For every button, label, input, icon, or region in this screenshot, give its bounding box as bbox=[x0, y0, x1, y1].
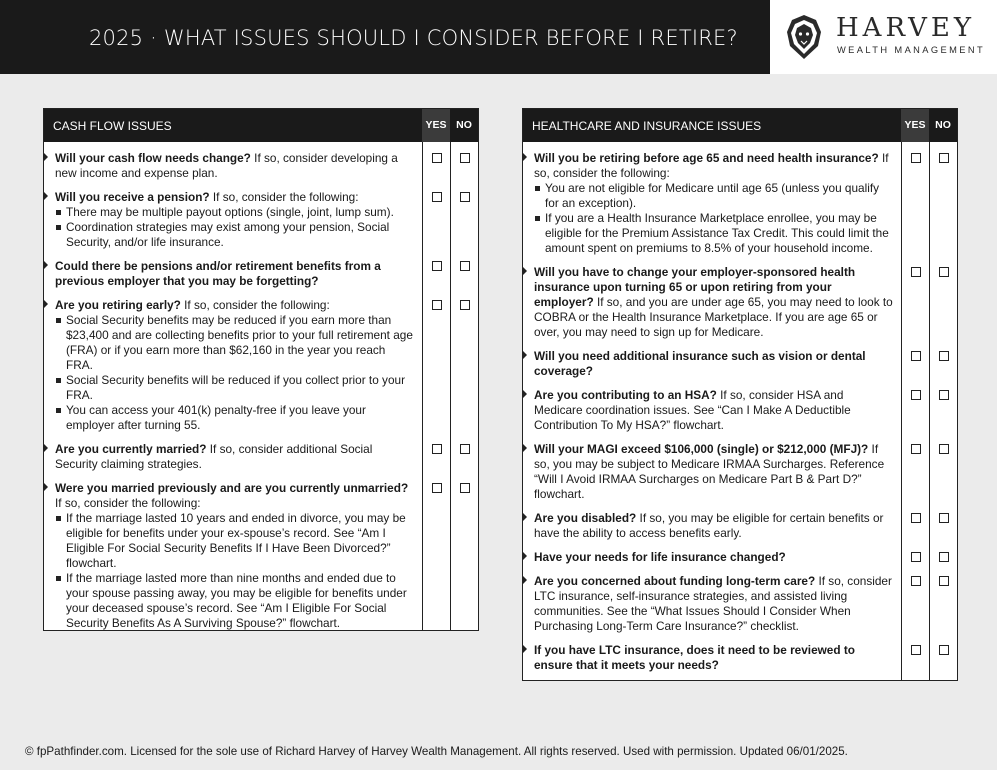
checklist-item bbox=[44, 250, 422, 289]
question-detail: If so, consider the following: bbox=[534, 151, 889, 180]
question-detail: If so, and you are under age 65, you may need to look to COBRA or the Health Insurance Marketplace. If you are age 65 or over, you may need to sign up for Medicare. bbox=[534, 295, 893, 339]
question-text bbox=[534, 265, 893, 340]
question-bold: Will you need additional insurance such as vision or dental coverage? bbox=[534, 349, 866, 378]
question-bold: Will your MAGI exceed $106,000 (single) or $212,000 (MFJ)? bbox=[534, 442, 869, 456]
no-checkbox[interactable] bbox=[939, 513, 949, 523]
bullet-item: If you are a Health Insurance Marketplace enrollee, you may be eligible for the Premium Assistance Tax Credit. This could limit the amount spent on premiums to 8.5% of your household income. bbox=[534, 211, 893, 256]
checklist-item bbox=[523, 256, 901, 340]
checklist-item bbox=[523, 634, 901, 673]
question-detail: If so, consider developing a new income and expense plan. bbox=[55, 151, 398, 180]
yes-checkbox[interactable] bbox=[911, 513, 921, 523]
question-detail: If so, you may be eligible for certain benefits or have the ability to access benefits early. bbox=[534, 511, 884, 540]
question-bold: Were you married previously and are you currently unmarried? bbox=[55, 481, 409, 495]
healthcare-panel bbox=[522, 108, 958, 681]
question-text bbox=[534, 388, 893, 433]
column-divider bbox=[422, 142, 423, 630]
question-text bbox=[55, 259, 414, 289]
bullet-item: There may be multiple payout options (single, joint, lump sum). bbox=[55, 205, 414, 220]
cash-flow-panel bbox=[43, 108, 479, 631]
checklist-item bbox=[44, 433, 422, 472]
page-title: 2025 · WHAT ISSUES SHOULD I CONSIDER BEFORE I RETIRE? bbox=[89, 26, 738, 50]
column-divider bbox=[929, 142, 930, 680]
no-checkbox[interactable] bbox=[939, 645, 949, 655]
question-detail: If so, consider additional Social Security claiming strategies. bbox=[55, 442, 373, 471]
panel-header bbox=[523, 109, 957, 142]
no-checkbox[interactable] bbox=[939, 153, 949, 163]
no-checkbox[interactable] bbox=[460, 153, 470, 163]
bullet-list bbox=[55, 511, 414, 631]
column-divider bbox=[450, 142, 451, 630]
no-checkbox[interactable] bbox=[939, 444, 949, 454]
yes-checkbox[interactable] bbox=[911, 267, 921, 277]
question-text bbox=[534, 574, 893, 634]
bullet-list bbox=[534, 181, 893, 256]
question-text bbox=[55, 481, 414, 511]
question-bold: Could there be pensions and/or retirement benefits from a previous employer that you may be forgetting? bbox=[55, 259, 381, 288]
question-text bbox=[534, 442, 893, 502]
question-bold: If you have LTC insurance, does it need to be reviewed to ensure that it meets your needs? bbox=[534, 643, 855, 672]
question-bold: Will your cash flow needs change? bbox=[55, 151, 251, 165]
yes-checkbox[interactable] bbox=[911, 576, 921, 586]
checklist-item bbox=[523, 541, 901, 565]
no-checkbox[interactable] bbox=[460, 261, 470, 271]
lion-logo-icon bbox=[786, 14, 822, 60]
checklist-item bbox=[44, 472, 422, 631]
yes-checkbox[interactable] bbox=[432, 261, 442, 271]
logo bbox=[770, 0, 997, 74]
question-text bbox=[534, 550, 893, 565]
column-header-no: NO bbox=[930, 109, 956, 142]
question-bold: Have your needs for life insurance changed? bbox=[534, 550, 786, 564]
column-divider bbox=[901, 142, 902, 680]
question-text bbox=[534, 511, 893, 541]
panel-title: CASH FLOW ISSUES bbox=[53, 119, 172, 133]
question-text bbox=[55, 190, 414, 205]
question-detail: If so, consider the following: bbox=[180, 298, 330, 312]
question-bold: Are you retiring early? bbox=[55, 298, 181, 312]
question-bold: Are you disabled? bbox=[534, 511, 637, 525]
column-header-yes: YES bbox=[901, 109, 929, 142]
question-text bbox=[534, 349, 893, 379]
no-checkbox[interactable] bbox=[939, 576, 949, 586]
column-header-no: NO bbox=[451, 109, 477, 142]
yes-checkbox[interactable] bbox=[432, 300, 442, 310]
yes-checkbox[interactable] bbox=[432, 153, 442, 163]
bullet-item: You can access your 401(k) penalty-free if you leave your employer after turning 55. bbox=[55, 403, 414, 433]
question-text bbox=[55, 151, 414, 181]
question-bold: Will you receive a pension? bbox=[55, 190, 210, 204]
question-bold: Will you be retiring before age 65 and need health insurance? bbox=[534, 151, 879, 165]
bullet-item: You are not eligible for Medicare until age 65 (unless you qualify for an exception). bbox=[534, 181, 893, 211]
question-bold: Are you concerned about funding long-term care? bbox=[534, 574, 816, 588]
bullet-item: Social Security benefits will be reduced if you collect prior to your FRA. bbox=[55, 373, 414, 403]
checklist-item bbox=[44, 142, 422, 181]
question-detail: If so, consider HSA and Medicare coordination issues. See “Can I Make A Deductible Contribution To My HSA?” flowchart. bbox=[534, 388, 851, 432]
yes-checkbox[interactable] bbox=[432, 483, 442, 493]
no-checkbox[interactable] bbox=[939, 552, 949, 562]
bullet-list bbox=[55, 313, 414, 433]
yes-checkbox[interactable] bbox=[432, 192, 442, 202]
question-text bbox=[534, 643, 893, 673]
bullet-item: If the marriage lasted more than nine months and ended due to your spouse passing away, you may be eligible for benefits under your deceased spouse’s record. See “Am I Eligible For Social Security Benefits As A Surviving Spouse?” flowchart. bbox=[55, 571, 414, 631]
question-bold: Are you currently married? bbox=[55, 442, 207, 456]
question-detail: If so, you may be subject to Medicare IRMAA Surcharges. Reference “Will I Avoid IRMAA Surcharges on Medicare Part B & Part D?” flowchart. bbox=[534, 442, 885, 501]
checklist-item bbox=[44, 181, 422, 250]
checklist bbox=[523, 142, 901, 673]
bullet-item: If the marriage lasted 10 years and ended in divorce, you may be eligible for benefits under your ex-spouse’s record. See “Am I Eligible For Social Security Benefits If I Have Been Divorced?” flowchart. bbox=[55, 511, 414, 571]
checklist-item bbox=[523, 565, 901, 634]
question-detail: If so, consider LTC insurance, self-insurance strategies, and assisted living communities. See the “What Issues Should I Consider When Purchasing Long-Term Care Insurance?” checklist. bbox=[534, 574, 892, 633]
checklist bbox=[44, 142, 422, 631]
question-detail: If so, consider the following: bbox=[55, 496, 201, 510]
yes-checkbox[interactable] bbox=[432, 444, 442, 454]
yes-checkbox[interactable] bbox=[911, 552, 921, 562]
question-text bbox=[55, 442, 414, 472]
question-text bbox=[55, 298, 414, 313]
yes-checkbox[interactable] bbox=[911, 444, 921, 454]
bullet-list bbox=[55, 205, 414, 250]
checklist-item bbox=[523, 142, 901, 256]
no-checkbox[interactable] bbox=[460, 444, 470, 454]
panel-title: HEALTHCARE AND INSURANCE ISSUES bbox=[532, 119, 762, 133]
no-checkbox[interactable] bbox=[460, 300, 470, 310]
no-checkbox[interactable] bbox=[939, 390, 949, 400]
no-checkbox[interactable] bbox=[460, 192, 470, 202]
checklist-item bbox=[523, 340, 901, 379]
checklist-item bbox=[523, 502, 901, 541]
page-header bbox=[0, 0, 997, 74]
column-header-yes: YES bbox=[422, 109, 450, 142]
question-bold: Will you have to change your employer-sponsored health insurance upon turning 65 or upon retiring from your employer? bbox=[534, 265, 856, 309]
question-detail: If so, consider the following: bbox=[209, 190, 359, 204]
yes-checkbox[interactable] bbox=[911, 351, 921, 361]
question-bold: Are you contributing to an HSA? bbox=[534, 388, 717, 402]
bullet-item: Coordination strategies may exist among your pension, Social Security, and/or life insurance. bbox=[55, 220, 414, 250]
question-text bbox=[534, 151, 893, 181]
no-checkbox[interactable] bbox=[460, 483, 470, 493]
bullet-item: Social Security benefits may be reduced if you earn more than $23,400 and are collecting benefits prior to your full retirement age (FRA) or if you earn more than $62,160 in the year you reach FRA. bbox=[55, 313, 414, 373]
checklist-item bbox=[523, 433, 901, 502]
yes-checkbox[interactable] bbox=[911, 153, 921, 163]
panel-header bbox=[44, 109, 478, 142]
yes-checkbox[interactable] bbox=[911, 645, 921, 655]
no-checkbox[interactable] bbox=[939, 351, 949, 361]
logo-subtitle: WEALTH MANAGEMENT bbox=[837, 45, 986, 55]
checklist-item bbox=[523, 379, 901, 433]
checklist-item bbox=[44, 289, 422, 433]
footer-copyright: © fpPathfinder.com. Licensed for the sole use of Richard Harvey of Harvey Wealth Management. All rights reserved. Used with permission. Updated 06/01/2025. bbox=[25, 745, 848, 758]
yes-checkbox[interactable] bbox=[911, 390, 921, 400]
logo-name: HARVEY bbox=[836, 13, 976, 43]
no-checkbox[interactable] bbox=[939, 267, 949, 277]
